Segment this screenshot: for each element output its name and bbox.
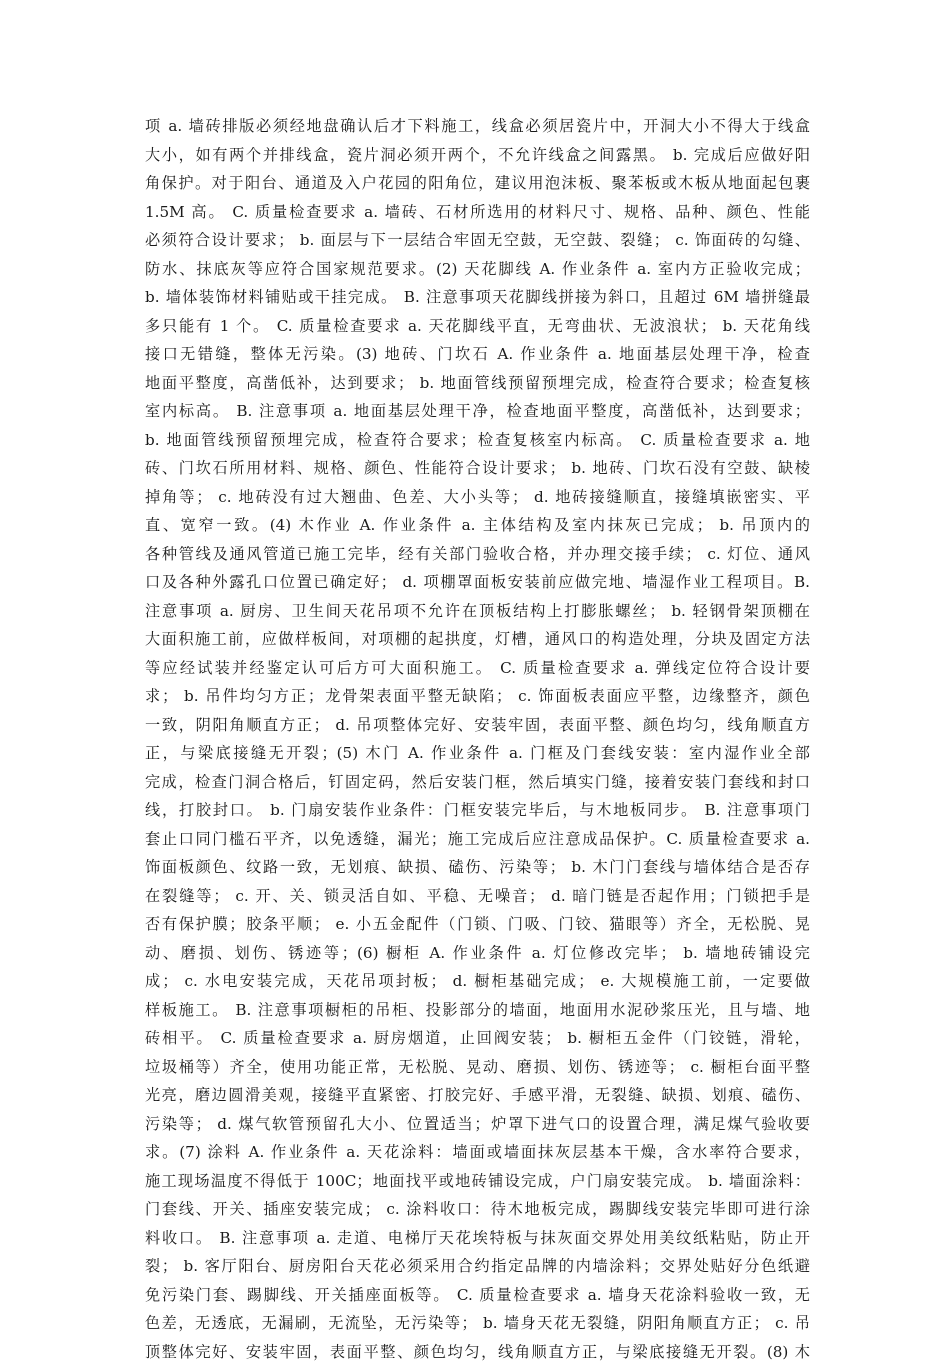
- text-line: 防水、抹底灰等应符合国家规范要求。(2) 天花脚线 A. 作业条件 a. 室内方正验收完成；: [145, 255, 810, 284]
- text-line: 顶整体完好、安装牢固，表面平整、颜色均匀，线角顺直方正，与梁底接缝无开裂。(8) 木: [145, 1338, 810, 1366]
- text-line: 样板施工。 B. 注意事项橱柜的吊柜、投影部分的墙面，地面用水泥砂浆压光，且与墙、地: [145, 996, 810, 1025]
- text-line: 垃圾桶等）齐全，使用功能正常，无松脱、晃动、磨损、划伤、锈迹等； c. 橱柜台面平整: [145, 1053, 810, 1082]
- text-line: 饰面板颜色、纹路一致，无划痕、缺损、磕伤、污染等； b. 木门门套线与墙体结合是否存: [145, 853, 810, 882]
- text-line: 等应经试装并经鉴定认可后方可大面积施工。 C. 质量检查要求 a. 弹线定位符合设计要: [145, 654, 810, 683]
- text-line: 多只能有 1 个。 C. 质量检查要求 a. 天花脚线平直，无弯曲状、无波浪状； b. 天花角线: [145, 312, 810, 341]
- text-line: 色差，无透底，无漏刷，无流坠，无污染等； b. 墙身天花无裂缝，阴阳角顺直方正； c. 吊: [145, 1309, 810, 1338]
- text-line: 求。(7) 涂料 A. 作业条件 a. 天花涂料：墙面或墙面抹灰层基本干燥，含水率符合要求，: [145, 1138, 810, 1167]
- text-line: 成； c. 水电安装完成，天花吊项封板； d. 橱柜基础完成； e. 大规模施工前，一定要做: [145, 967, 810, 996]
- text-line: 完成，检查门洞合格后，钉固定码，然后安装门框，然后填实门缝，接着安装门套线和封口: [145, 768, 810, 797]
- text-line: 地面平整度，高凿低补，达到要求； b. 地面管线预留预埋完成，检查符合要求；检查复核: [145, 369, 810, 398]
- text-line: b. 墙体装饰材料铺贴或干挂完成。 B. 注意事项天花脚线拼接为斜口，且超过 6M 墙拼缝最: [145, 283, 810, 312]
- text-line: 直、宽窄一致。(4) 木作业 A. 作业条件 a. 主体结构及室内抹灰已完成； b. 吊顶内的: [145, 511, 810, 540]
- text-line: 砖、门坎石所用材料、规格、颜色、性能符合设计要求； b. 地砖、门坎石没有空鼓、缺棱: [145, 454, 810, 483]
- text-line: 否有保护膜；胶条平顺； e. 小五金配件（门锁、门吸、门铰、猫眼等）齐全，无松脱、晃: [145, 910, 810, 939]
- text-line: 大面积施工前，应做样板间，对项棚的起拱度，灯槽，通风口的构造处理，分块及固定方法: [145, 625, 810, 654]
- text-line: 光亮，磨边圆滑美观，接缝平直紧密、打胶完好、手感平滑，无裂缝、缺损、划痕、磕伤、: [145, 1081, 810, 1110]
- text-line: 口及各种外露孔口位置已确定好； d. 项棚罩面板安装前应做完地、墙湿作业工程项目。B.: [145, 568, 810, 597]
- text-line: 角保护。对于阳台、通道及入户花园的阳角位，建议用泡沫板、聚苯板或木板从地面起包裹: [145, 169, 810, 198]
- text-line: 线，打胶封口。 b. 门扇安装作业条件：门框安装完毕后，与木地板同步。 B. 注意事项门: [145, 796, 810, 825]
- text-line: 室内标高。 B. 注意事项 a. 地面基层处理干净，检查地面平整度，高凿低补，达到要求；: [145, 397, 810, 426]
- text-line: 套止口同门槛石平齐，以免透缝，漏光；施工完成后应注意成品保护。C. 质量检查要求 a.: [145, 825, 810, 854]
- text-line: 砖相平。 C. 质量检查要求 a. 厨房烟道，止回阀安装； b. 橱柜五金件（门铰链，滑轮，: [145, 1024, 810, 1053]
- text-line: 各种管线及通风管道已施工完毕，经有关部门验收合格，并办理交接手续； c. 灯位、通风: [145, 540, 810, 569]
- text-line: 污染等； d. 煤气软管预留孔大小、位置适当；炉罩下进气口的设置合理，满足煤气验收要: [145, 1110, 810, 1139]
- text-line: 免污染门套、踢脚线、开关插座面板等。 C. 质量检查要求 a. 墙身天花涂料验收一致，无: [145, 1281, 810, 1310]
- text-line: 门套线、开关、插座安装完成； c. 涂料收口：待木地板完成，踢脚线安装完毕即可进行涂: [145, 1195, 810, 1224]
- text-line: 料收口。 B. 注意事项 a. 走道、电梯厅天花埃特板与抹灰面交界处用美纹纸粘贴，防止开: [145, 1224, 810, 1253]
- text-line: 动、磨损、划伤、锈迹等；(6) 橱柜 A. 作业条件 a. 灯位修改完毕； b. 墙地砖铺设完: [145, 939, 810, 968]
- text-line: 项 a. 墙砖排版必须经地盘确认后才下料施工，线盒必须居瓷片中，开洞大小不得大于线盒: [145, 112, 810, 141]
- text-line: 施工现场温度不得低于 100C；地面找平或地砖铺设完成，户门扇安装完成。 b. 墙面涂料：: [145, 1167, 810, 1196]
- text-line: 注意事项 a. 厨房、卫生间天花吊项不允许在顶板结构上打膨胀螺丝； b. 轻钢骨架顶棚在: [145, 597, 810, 626]
- text-line: 在裂缝等； c. 开、关、锁灵活自如、平稳、无噪音； d. 暗门链是否起作用；门锁把手是: [145, 882, 810, 911]
- text-line: b. 地面管线预留预埋完成，检查符合要求；检查复核室内标高。 C. 质量检查要求 a. 地: [145, 426, 810, 455]
- text-line: 一致，阴阳角顺直方正； d. 吊项整体完好、安装牢固，表面平整、颜色均匀，线角顺直方: [145, 711, 810, 740]
- text-line: 裂； b. 客厅阳台、厨房阳台天花必须采用合约指定品牌的内墙涂料；交界处贴好分色纸避: [145, 1252, 810, 1281]
- text-line: 大小，如有两个并排线盒，瓷片洞必须开两个，不允许线盒之间露黑。 b. 完成后应做好阳: [145, 141, 810, 170]
- document-page: [145, 112, 810, 1366]
- text-line: 1.5M 高。 C. 质量检查要求 a. 墙砖、石材所选用的材料尺寸、规格、品种、颜色、性能: [145, 198, 810, 227]
- text-line: 正，与梁底接缝无开裂；(5) 木门 A. 作业条件 a. 门框及门套线安装：室内湿作业全部: [145, 739, 810, 768]
- text-line: 求； b. 吊件均匀方正；龙骨架表面平整无缺陷； c. 饰面板表面应平整，边缘整齐，颜色: [145, 682, 810, 711]
- text-line: 必须符合设计要求； b. 面层与下一层结合牢固无空鼓，无空鼓、裂缝； c. 饰面砖的勾缝、: [145, 226, 810, 255]
- text-line: 接口无错缝，整体无污染。(3) 地砖、门坎石 A. 作业条件 a. 地面基层处理干净，检查: [145, 340, 810, 369]
- text-line: 掉角等； c. 地砖没有过大翘曲、色差、大小头等； d. 地砖接缝顺直，接缝填嵌密实、平: [145, 483, 810, 512]
